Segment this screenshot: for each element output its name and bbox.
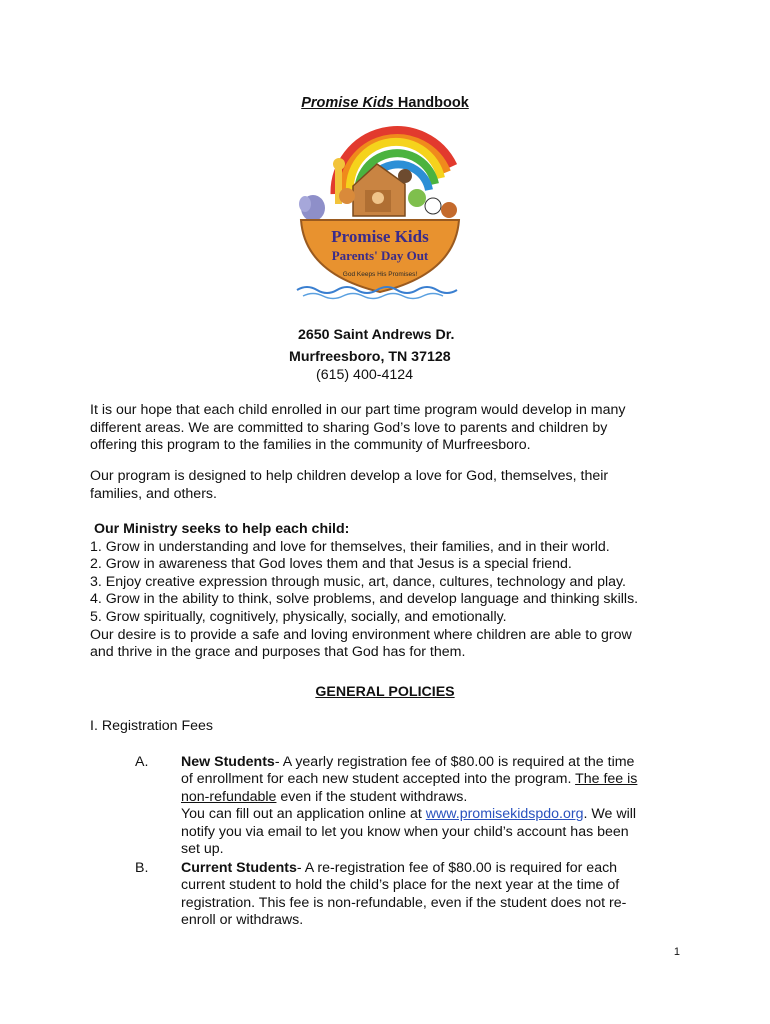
general-policies-heading: GENERAL POLICIES <box>315 684 455 700</box>
item-b-line4: enroll or withdraws. <box>181 912 304 929</box>
title-italic: Promise Kids <box>301 95 394 111</box>
item-a-bold: New Students <box>181 754 275 770</box>
title-rest: Handbook <box>393 95 469 111</box>
address-city: Murfreesboro, TN 37128 <box>289 349 451 365</box>
item-a-line3-underlined: non-refundable <box>181 788 277 805</box>
item-a-line5: notify you via email to let you know when your child’s account has been <box>181 823 629 840</box>
item-a-line1: - A yearly registration fee of $80.00 is required at the time <box>274 754 635 770</box>
ministry-item: 2. Grow in awareness that God loves them and that Jesus is a special friend. <box>90 556 572 573</box>
desire-line: Our desire is to provide a safe and loving environment where children are able to grow <box>90 626 632 643</box>
ministry-section <box>90 521 710 662</box>
website-link[interactable]: www.promisekidspdo.org <box>425 806 584 823</box>
item-a-line4: You can fill out an application online at <box>181 806 426 823</box>
document-title <box>0 95 770 111</box>
intro-paragraph-1 <box>90 402 690 455</box>
intro-p1-line: It is our hope that each child enrolled in our part time program would develop in many <box>90 402 626 418</box>
ministry-item: 5. Grow spiritually, cognitively, physically, socially, and emotionally. <box>90 608 507 625</box>
logo-name-line2: Parents' Day Out <box>331 248 429 263</box>
promise-kids-logo <box>295 124 465 302</box>
registration-fees-heading: I. Registration Fees <box>90 718 214 734</box>
page-number: 1 <box>673 946 680 958</box>
item-b-line2: current student to hold the child’s place for the next year at the time of <box>181 877 620 894</box>
item-a-body <box>181 754 701 858</box>
logo-tagline: God Keeps His Promises! <box>342 271 418 278</box>
item-a-line2: of enrollment for each new student accepted into the program. <box>181 771 576 788</box>
intro-p2-line: families, and others. <box>90 485 217 502</box>
item-a-line2-underlined: The fee is <box>575 771 638 788</box>
item-a-line3: even if the student withdraws. <box>276 788 468 805</box>
item-b-line3: registration. This fee is non-refundable, even if the student does not re- <box>181 894 627 911</box>
item-b-line1: - A re-registration fee of $80.00 is required for each <box>296 860 618 876</box>
intro-paragraph-2 <box>90 468 690 503</box>
desire-line: and thrive in the grace and purposes that God has for them. <box>90 644 466 661</box>
address-phone: (615) 400-4124 <box>316 367 414 383</box>
logo-name-line1: Promise Kids <box>331 227 429 246</box>
item-b-body <box>181 860 701 930</box>
item-a-line6: set up. <box>181 841 224 858</box>
intro-p1-line: offering this program to the families in the community of Murfreesboro. <box>90 437 531 454</box>
ministry-item: 4. Grow in the ability to think, solve problems, and develop language and thinking skills. <box>90 591 639 608</box>
address-street: 2650 Saint Andrews Dr. <box>298 327 455 343</box>
item-a-letter: A. <box>135 754 149 770</box>
item-b-letter: B. <box>135 860 149 876</box>
intro-p2-line: Our program is designed to help children develop a love for God, themselves, their <box>90 468 609 484</box>
ministry-item: 3. Enjoy creative expression through music, art, dance, cultures, technology and play. <box>90 573 626 590</box>
intro-p1-line: different areas. We are committed to sharing God’s love to parents and children by <box>90 419 608 436</box>
ministry-item: 1. Grow in understanding and love for themselves, their families, and in their world. <box>90 538 610 555</box>
ministry-heading: Our Ministry seeks to help each child: <box>90 521 350 537</box>
item-a-line4-post: . We will <box>583 806 637 823</box>
item-b-bold: Current Students <box>181 860 297 876</box>
